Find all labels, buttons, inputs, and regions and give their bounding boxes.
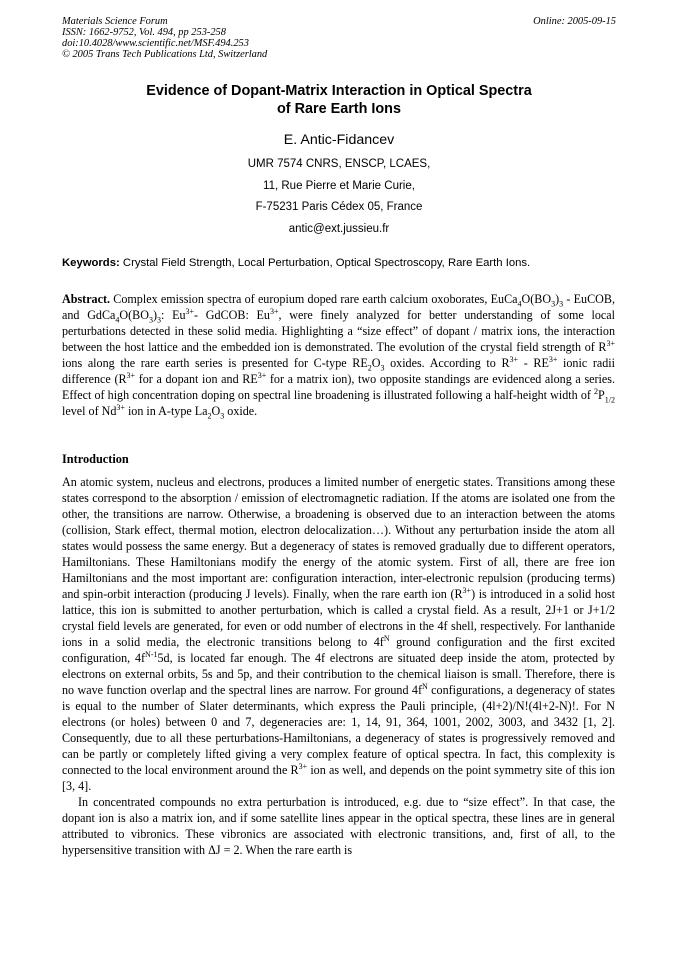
abstract-text: ) — [555, 292, 560, 306]
superscript: 3+ — [257, 370, 267, 380]
intro-text: ground configuration and the first excited configuration, 4f — [62, 635, 615, 665]
abstract-text: : Eu — [161, 308, 186, 322]
subscript: 3 — [551, 299, 556, 309]
intro-text: 5d, is located far enough. The 4f electrons are situated deep inside the atom, protected by electrons on external orbits, 5s and 5p, and their contribution to the chemical liaison is small. Therefore, there is no wave function overlap and the spectral lines are narrow. For ground 4f — [62, 651, 615, 697]
subscript: 4 — [115, 315, 120, 325]
issn: ISSN: 1662-9752, Vol. 494, pp 253-258 — [62, 27, 226, 38]
superscript: N-1 — [145, 649, 158, 659]
superscript: N — [383, 633, 390, 643]
abstract-text: oxide. — [224, 404, 258, 418]
affiliation-city: F-75231 Paris Cédex 05, France — [255, 201, 423, 213]
superscript: 3+ — [548, 354, 558, 364]
title-line-1: Evidence of Dopant-Matrix Interaction in Optical Spectra — [146, 83, 532, 99]
abstract-text: O — [211, 404, 221, 418]
abstract-text: P — [598, 388, 605, 402]
subscript: 4 — [517, 299, 522, 309]
abstract-text: Complex emission spectra of europium doped rare earth calcium oxoborates, EuCa — [113, 292, 518, 306]
intro-paragraph-1 — [62, 475, 615, 793]
keywords — [62, 256, 622, 270]
abstract-text: oxides. According to R — [384, 356, 510, 370]
abstract-text: - GdCOB: Eu — [194, 308, 270, 322]
abstract — [62, 291, 615, 419]
superscript: 3+ — [126, 370, 136, 380]
superscript: 3+ — [269, 306, 279, 316]
subscript: 3 — [148, 315, 153, 325]
subscript: 3 — [157, 315, 161, 325]
abstract-text: ion in A-type La — [124, 404, 208, 418]
author-email: antic@ext.jussieu.fr — [288, 223, 390, 235]
subscript: 2 — [367, 363, 372, 373]
subscript: 2 — [207, 411, 212, 421]
subscript: 1/2 — [604, 395, 615, 405]
superscript: 3+ — [185, 306, 195, 316]
superscript: 3+ — [116, 402, 125, 412]
superscript: N — [421, 681, 428, 691]
abstract-text: O(BO — [521, 292, 552, 306]
abstract-text: , were finely analyzed for better understanding of some local perturbations detected in these solid media. Highlighting a “size effect” of dopant / matrix ions, the interaction between the host lattice and the embedded ion is demonstrated. The evolution of the crystal field strength of R — [62, 308, 616, 354]
abstract-text: for a matrix ion), two opposite standings are evidenced along a series. Effect of high concentration doping on spectral line broadening is illustrated following a half-height width of — [62, 372, 616, 402]
online-date: Online: 2005-09-15 — [533, 16, 616, 27]
superscript: 3+ — [606, 338, 615, 348]
doi: doi:10.4028/www.scientific.net/MSF.494.253 — [62, 38, 249, 49]
intro-paragraph-2: In concentrated compounds no extra perturbation is introduced, e.g. due to “size effect”. In that case, the dopant ion is also a matrix ion, and if some satellite lines appear in the optical spectra, these lines are in general attributed to vibronics. These vibronics are associated with electronic transitions, and, first of all, to the hypersensitive transition with ΔJ = 2. When the rare earth is — [62, 795, 615, 857]
abstract-text: ionic radii difference (R — [62, 356, 616, 386]
superscript: 2 — [594, 386, 599, 396]
author-name: E. Antic-Fidancev — [283, 132, 395, 148]
keywords-label: Keywords: — [62, 257, 120, 269]
abstract-text: for a dopant ion and RE — [135, 372, 258, 386]
copyright: © 2005 Trans Tech Publications Ltd, Switzerland — [62, 49, 268, 60]
abstract-label: Abstract. — [62, 292, 111, 306]
section-heading-introduction: Introduction — [62, 452, 129, 466]
abstract-text: - EuCOB, and GdCa — [62, 292, 615, 322]
journal-name: Materials Science Forum — [62, 16, 168, 27]
abstract-text: O(BO — [119, 308, 149, 322]
title-line-2: of Rare Earth Ions — [277, 101, 401, 117]
intro-text: configurations, a degeneracy of states is equal to the number of Slater determinants, which express the Pauli principle, (4l+2)/N!(4l+2-N)!. For N electrons (or holes) between 0 and 7, degeneracies are: 1, 14, 91, 364, 1001, 2002, 3003, and 3432 [1, 2]. Consequently, due to all these perturbations-Hamiltonians, a degeneracy of states is progressively removed and can be partly or completely lifted giving a very complex feature of optical spectra. In fact, this complexity is connected to the local environment around the R — [62, 683, 615, 777]
superscript: 3+ — [298, 761, 308, 771]
subscript: 3 — [380, 363, 385, 373]
journal-header — [62, 16, 616, 60]
intro-text: An atomic system, nucleus and electrons, produces a limited number of energetic states. Transitions among these states correspond to the absorption / emission of electromagnetic radiation. If the atoms are isolated one from the other, the transitions are narrow. Otherwise, a broadening is observed due to an interaction between the atoms (collision, Stark effect, thermal motion, electron delocalization…). Without any perturbation inside the atom all states would possess the same energy. But a degeneracy of states is removed gradually due to different operators, Hamiltonians. These Hamiltonians modify the energy of the atomic system. First of all, there are free ion Hamiltonians and the most important are: configuration interaction, inter-electronic repulsion (producing terms) and spin-orbit interaction (producing J levels). Finally, when the rare earth ion (R — [62, 475, 615, 601]
paper-title — [62, 82, 616, 118]
subscript: 3 — [220, 411, 225, 421]
intro-text: ion as well, and depends on the point symmetry site of this ion [3, 4]. — [62, 763, 615, 793]
superscript: 3+ — [509, 354, 519, 364]
superscript: 3+ — [462, 585, 472, 595]
introduction-body — [62, 474, 615, 858]
intro-text: ) is introduced in a solid host lattice, this ion is submitted to another perturbation, which is called a crystal field. As a result, 2J+1 or J+1/2 crystal field levels are generated, for even or odd number of electrons in the 4f shell, respectively. For lanthanide ions in a solid media, the electronic transitions belong to 4f — [62, 587, 615, 649]
subscript: 3 — [559, 299, 564, 309]
abstract-text: ) — [152, 308, 157, 322]
affiliation-street: 11, Rue Pierre et Marie Curie, — [263, 180, 415, 192]
abstract-text: O — [371, 356, 381, 370]
affiliation-lab: UMR 7574 CNRS, ENSCP, LCAES, — [247, 158, 431, 170]
abstract-text: level of Nd — [62, 404, 117, 418]
abstract-text: ions along the rare earth series is presented for C-type RE — [62, 356, 368, 370]
abstract-text: - RE — [518, 356, 549, 370]
keywords-text: Crystal Field Strength, Local Perturbation, Optical Spectroscopy, Rare Earth Ions. — [122, 257, 531, 269]
